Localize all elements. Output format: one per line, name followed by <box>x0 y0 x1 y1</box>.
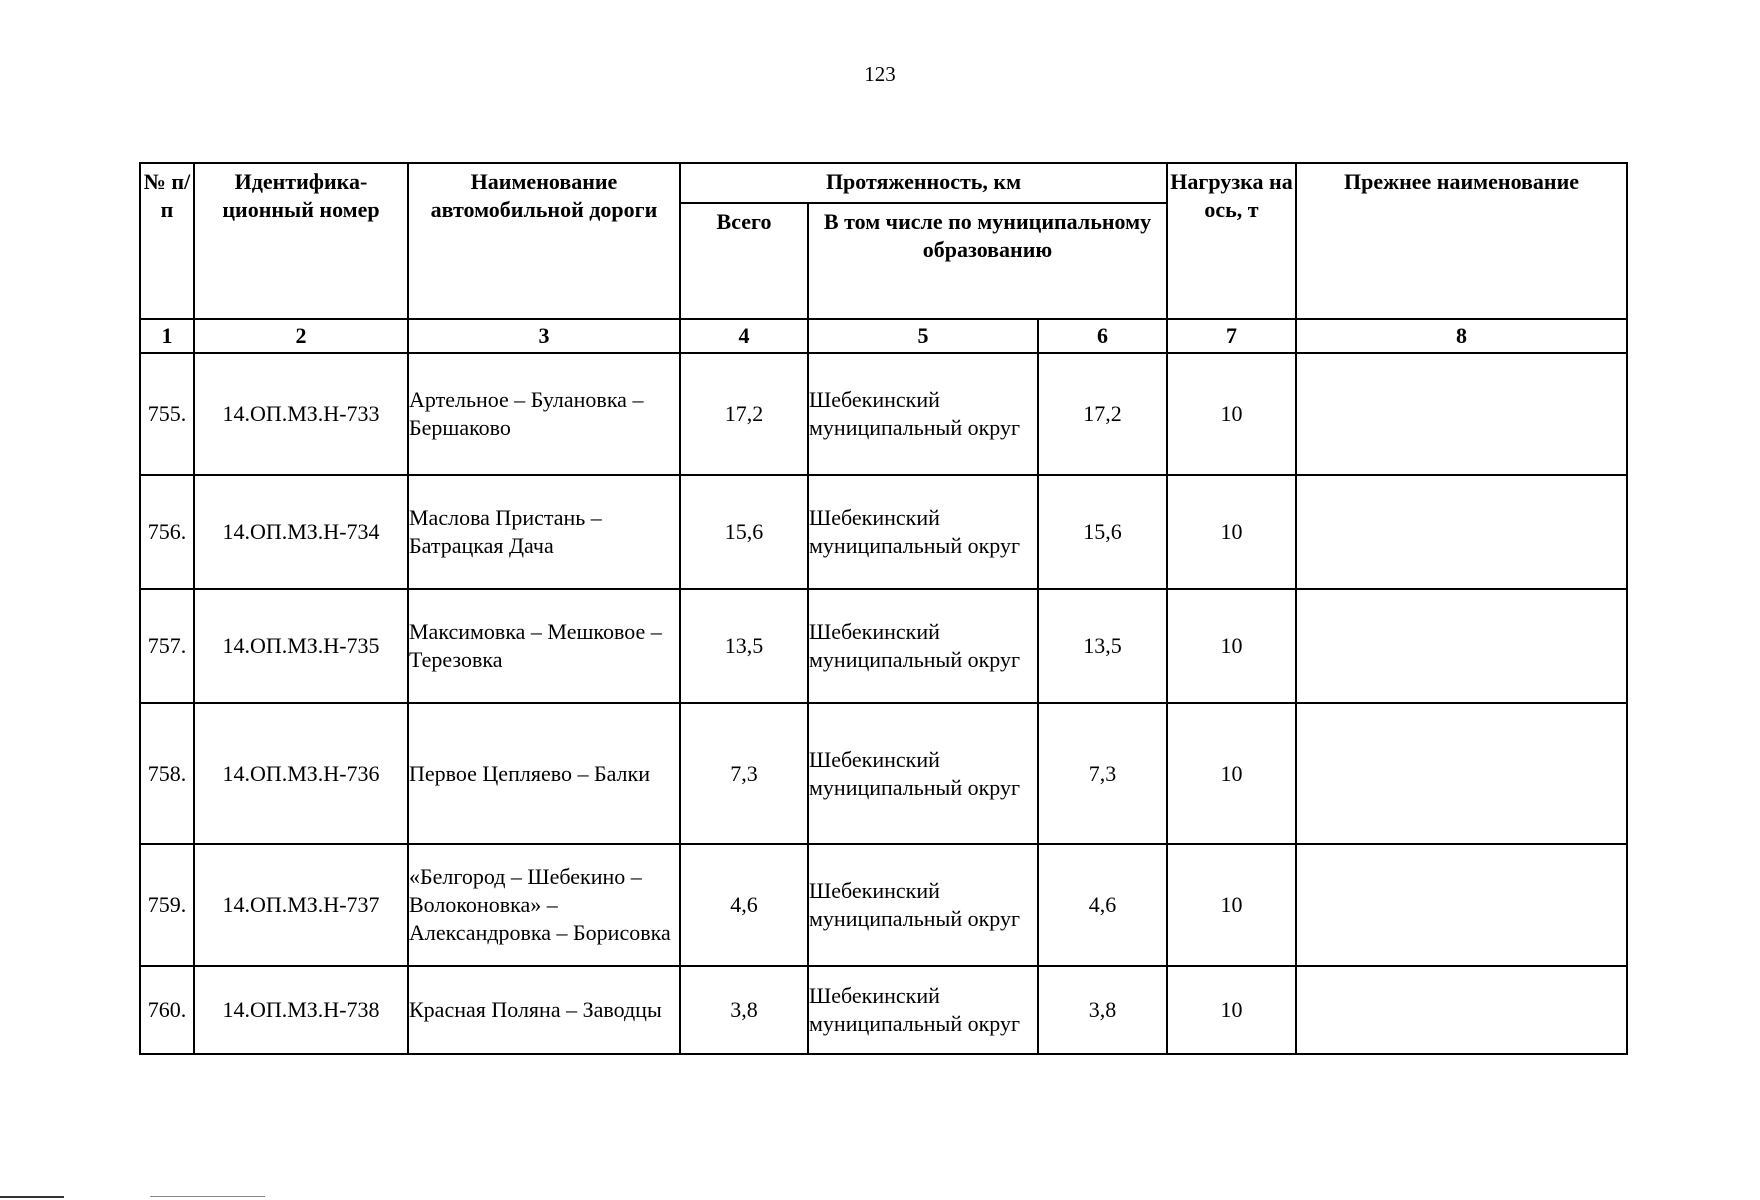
axle-load: 10 <box>1167 844 1296 966</box>
page-number: 123 <box>864 62 896 86</box>
road-name: «Белгород – Шебекино – Волоконовка» – Александровка – Борисовка <box>408 844 680 966</box>
former-name <box>1296 589 1627 703</box>
former-name <box>1296 475 1627 589</box>
axle-load: 10 <box>1167 475 1296 589</box>
former-name <box>1296 844 1627 966</box>
road-name: Первое Цепляево – Балки <box>408 703 680 844</box>
municipality: Шебекинский муниципальный округ <box>808 475 1038 589</box>
municipality-length: 3,8 <box>1038 966 1167 1054</box>
column-number: 6 <box>1038 319 1167 353</box>
municipality-length: 7,3 <box>1038 703 1167 844</box>
road-name: Артельное – Булановка – Бершаково <box>408 353 680 475</box>
row-number: 755. <box>140 353 194 475</box>
row-number: 760. <box>140 966 194 1054</box>
road-name: Маслова Пристань – Батрацкая Дача <box>408 475 680 589</box>
road-id: 14.ОП.МЗ.Н-737 <box>194 844 408 966</box>
table-row <box>140 589 1627 703</box>
municipality: Шебекинский муниципальный округ <box>808 844 1038 966</box>
column-number: 8 <box>1296 319 1627 353</box>
municipality-length: 17,2 <box>1038 353 1167 475</box>
header-axle-load: Нагрузка на ось, т <box>1167 163 1296 319</box>
header-number: № п/п <box>140 163 194 319</box>
former-name <box>1296 966 1627 1054</box>
road-id: 14.ОП.МЗ.Н-736 <box>194 703 408 844</box>
road-id: 14.ОП.МЗ.Н-735 <box>194 589 408 703</box>
municipality-length: 4,6 <box>1038 844 1167 966</box>
former-name <box>1296 353 1627 475</box>
road-id: 14.ОП.МЗ.Н-734 <box>194 475 408 589</box>
column-number: 4 <box>680 319 808 353</box>
row-number: 757. <box>140 589 194 703</box>
column-number: 1 <box>140 319 194 353</box>
header-row <box>140 163 1627 203</box>
table-row <box>140 703 1627 844</box>
municipality-length: 15,6 <box>1038 475 1167 589</box>
table-row <box>140 353 1627 475</box>
header-municipality: В том числе по муниципальному образованию <box>808 203 1167 319</box>
scan-artifact-line <box>0 1196 64 1198</box>
column-number: 7 <box>1167 319 1296 353</box>
total-length: 7,3 <box>680 703 808 844</box>
row-number: 759. <box>140 844 194 966</box>
former-name <box>1296 703 1627 844</box>
municipality: Шебекинский муниципальный округ <box>808 966 1038 1054</box>
axle-load: 10 <box>1167 703 1296 844</box>
municipality: Шебекинский муниципальный округ <box>808 353 1038 475</box>
header-road-name: Наименование автомобильной дороги <box>408 163 680 319</box>
column-number: 2 <box>194 319 408 353</box>
scan-artifact-line <box>150 1196 265 1197</box>
total-length: 3,8 <box>680 966 808 1054</box>
road-name: Максимовка – Мешковое – Терезовка <box>408 589 680 703</box>
row-number: 758. <box>140 703 194 844</box>
total-length: 4,6 <box>680 844 808 966</box>
column-number: 3 <box>408 319 680 353</box>
table-row <box>140 475 1627 589</box>
table-row <box>140 966 1627 1054</box>
header-id: Идентифика-ционный номер <box>194 163 408 319</box>
road-name: Красная Поляна – Заводцы <box>408 966 680 1054</box>
axle-load: 10 <box>1167 353 1296 475</box>
road-id: 14.ОП.МЗ.Н-733 <box>194 353 408 475</box>
total-length: 15,6 <box>680 475 808 589</box>
header-length-group: Протяженность, км <box>680 163 1167 203</box>
municipality-length: 13,5 <box>1038 589 1167 703</box>
row-number: 756. <box>140 475 194 589</box>
road-id: 14.ОП.МЗ.Н-738 <box>194 966 408 1054</box>
axle-load: 10 <box>1167 966 1296 1054</box>
total-length: 13,5 <box>680 589 808 703</box>
column-number: 5 <box>808 319 1038 353</box>
axle-load: 10 <box>1167 589 1296 703</box>
roads-table <box>139 162 1628 1055</box>
municipality: Шебекинский муниципальный округ <box>808 589 1038 703</box>
column-numbers-row <box>140 319 1627 353</box>
total-length: 17,2 <box>680 353 808 475</box>
table-row <box>140 844 1627 966</box>
header-total: Всего <box>680 203 808 319</box>
header-former-name: Прежнее наименование <box>1296 163 1627 319</box>
municipality: Шебекинский муниципальный округ <box>808 703 1038 844</box>
